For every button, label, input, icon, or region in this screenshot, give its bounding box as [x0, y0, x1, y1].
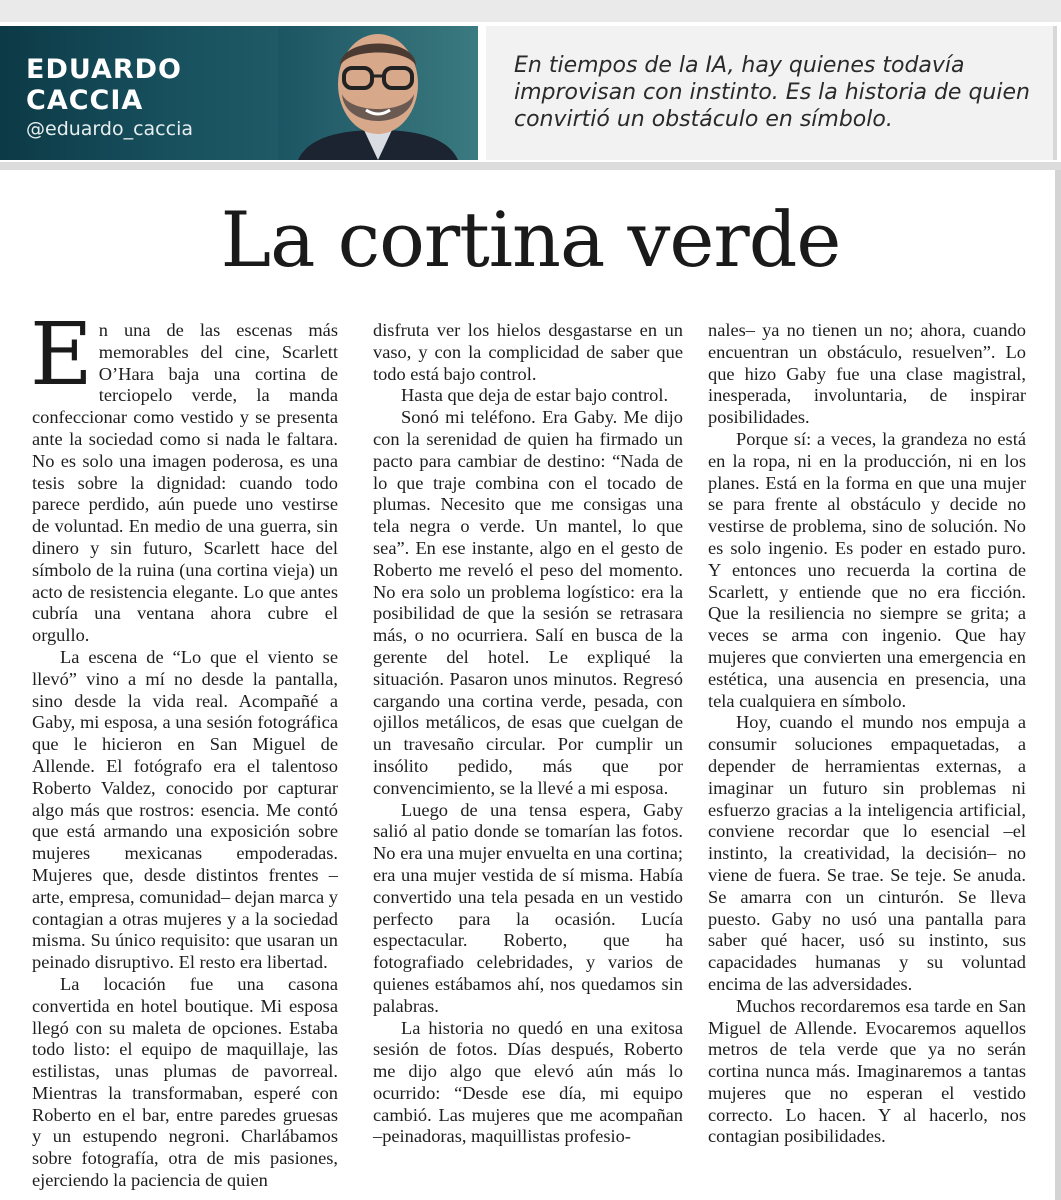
paragraph: nales– ya no tienen un no; ahora, cuando encuentran un obstáculo, resuelven”. Lo que hizo Gaby fue una clase magistral, inesperada, involuntaria, de inspirar posibilidades. — [708, 320, 1026, 428]
author-panel — [0, 26, 478, 160]
article-column-1 — [30, 305, 338, 1192]
page-edge-shadow — [1055, 170, 1061, 1200]
subhead-box — [486, 26, 1057, 160]
header-separator — [0, 162, 1061, 170]
article-title: La cortina verde — [220, 195, 841, 284]
article-column-3 — [708, 320, 1026, 1148]
paragraph: Sonó mi teléfono. Era Gaby. Me dijo con la serenidad de quien ha firmado un pacto para cambiar de destino: “Nada de lo que traje combina con el tocado de plumas. Necesito que me consigas una tela negra o verde. Un mantel, lo que sea”. En ese instante, algo en el gesto de Roberto me reveló el peso del momento. No era solo un problema logístico: era la posibilidad de que la sesión se retrasara más, o no ocurriera. Salí en busca de la gerente del hotel. Le expliqué la situación. Pasaron unos minutos. Regresó cargando una cortina verde, pesada, con ojillos metálicos, de esas que cuelgan de un travesaño circular. Por cumplir un insólito pedido, más que por convencimiento, se la llevé a mi esposa. — [373, 407, 683, 798]
article-column-2 — [373, 320, 683, 1148]
author-portrait-photo — [278, 26, 478, 160]
top-strip — [0, 0, 1061, 22]
paragraph: Hasta que deja de estar bajo control. — [401, 385, 669, 406]
column-header — [0, 22, 1061, 162]
author-handle: @eduardo_caccia — [26, 118, 194, 140]
subhead: En tiempos de la IA, hay quienes todavía improvisan con instinto. Es la historia de quien convirtió un obstáculo en símbolo. — [514, 53, 1030, 132]
paragraph: La historia no quedó en una exitosa sesión de fotos. Días después, Roberto me dijo algo que elevó aún más lo ocurrido: “Desde ese día, mi equipo cambió. Las mujeres que me acompañan –peinadoras, maquillistas profesio- — [373, 1017, 683, 1147]
paragraph: disfruta ver los hielos desgastarse en un vaso, y con la complicidad de saber que todo está bajo control. — [373, 320, 683, 384]
paragraph: Porque sí: a veces, la grandeza no está en la ropa, ni en la producción, ni en los planes. Está en la forma en que una mujer se para frente al obstáculo y decide no vestirse de problema, sino de solución. No es solo ingenio. Es poder en estado puro. Y entonces uno recuerda la cortina de Scarlett, y entiende que no era ficción. Que la resiliencia no siempre se grita; a veces se arma con ingenio. Que hay mujeres que convierten una emergencia en estética, una ausencia en presencia, una tela cualquiera en símbolo. — [708, 428, 1026, 711]
paragraph: Muchos recordaremos esa tarde en San Miguel de Allende. Evocaremos aquellos metros de tela verde que ya no serán cortina nunca más. Imaginaremos a tantas mujeres que no esperan el vestido correcto. Lo hacen. Y al hacerlo, nos contagian posibilidades. — [708, 995, 1026, 1147]
paragraph-text: n una de las escenas más memorables del cine, Scarlett O’Hara baja una cortina de terciopelo verde, la manda confeccionar como vestido y se presenta ante la sociedad como si nada le faltara. No es solo una imagen poderosa, es una tesis sobre la dignidad: cuando todo parece perdido, aún puede uno vestirse de voluntad. En medio de una guerra, sin dinero y sin futuro, Scarlett hace del símbolo de la ruina (una cortina vieja) un acto de resistencia elegante. Lo que antes cubría una ventana ahora cubre el orgullo. — [32, 320, 338, 646]
paragraph: La escena de “Lo que el viento se llevó” vino a mí no desde la pantalla, sino desde la vida real. Acompañé a Gaby, mi esposa, a una sesión fotográfica que le hicieron en San Miguel de Allende. El fotógrafo era el talentoso Roberto Valdez, conocido por capturar algo más que rostros: esencia. Me contó que está armando una exposición sobre mujeres mexicanas empoderadas. Mujeres que, desde distintos frentes –arte, empresa, comunidad– dejan marca y contagian a otras mujeres y a la sociedad misma. Su único requisito: que usaran un peinado disruptivo. El resto era libertad. — [32, 646, 338, 973]
author-name: EDUARDO CACCIA — [26, 54, 183, 116]
drop-cap: E — [30, 305, 93, 405]
paragraph: Luego de una tensa espera, Gaby salió al patio donde se tomarían las fotos. No era una mujer envuelta en una cortina; era una mujer vestida de sí misma. Había convertido una tela pesada en un vestido perfecto para la ocasión. Lucía espectacular. Roberto, que ha fotografiado celebridades, y varios de quienes estábamos ahí, nos quedamos sin palabras. — [373, 799, 683, 1016]
paragraph: La locación fue una casona convertida en hotel boutique. Mi esposa llegó con su maleta de opciones. Estaba todo listo: el equipo de maquillaje, las estilistas, unas plumas de pavorreal. Mientras la transformaban, esperé con Roberto en el bar, entre paredes gruesas y un estupendo negroni. Charlábamos sobre fotografía, otra de mis pasiones, ejerciendo la paciencia de quien — [32, 973, 338, 1191]
paragraph — [30, 305, 338, 647]
paragraph: Hoy, cuando el mundo nos empuja a consumir soluciones empaquetadas, a depender de herramientas externas, a imaginar un futuro sin problemas ni esfuerzo gracias a la inteligencia artificial, conviene recordar que lo esencial –el instinto, la creatividad, la decisión– no viene de fuera. Se trae. Se teje. Se anuda. Se amarra con un cinturón. Se lleva puesto. Gaby no usó una pantalla para saber qué hacer, usó su instinto, sus capacidades humanas y su voluntad encima de las adversidades. — [708, 712, 1026, 994]
